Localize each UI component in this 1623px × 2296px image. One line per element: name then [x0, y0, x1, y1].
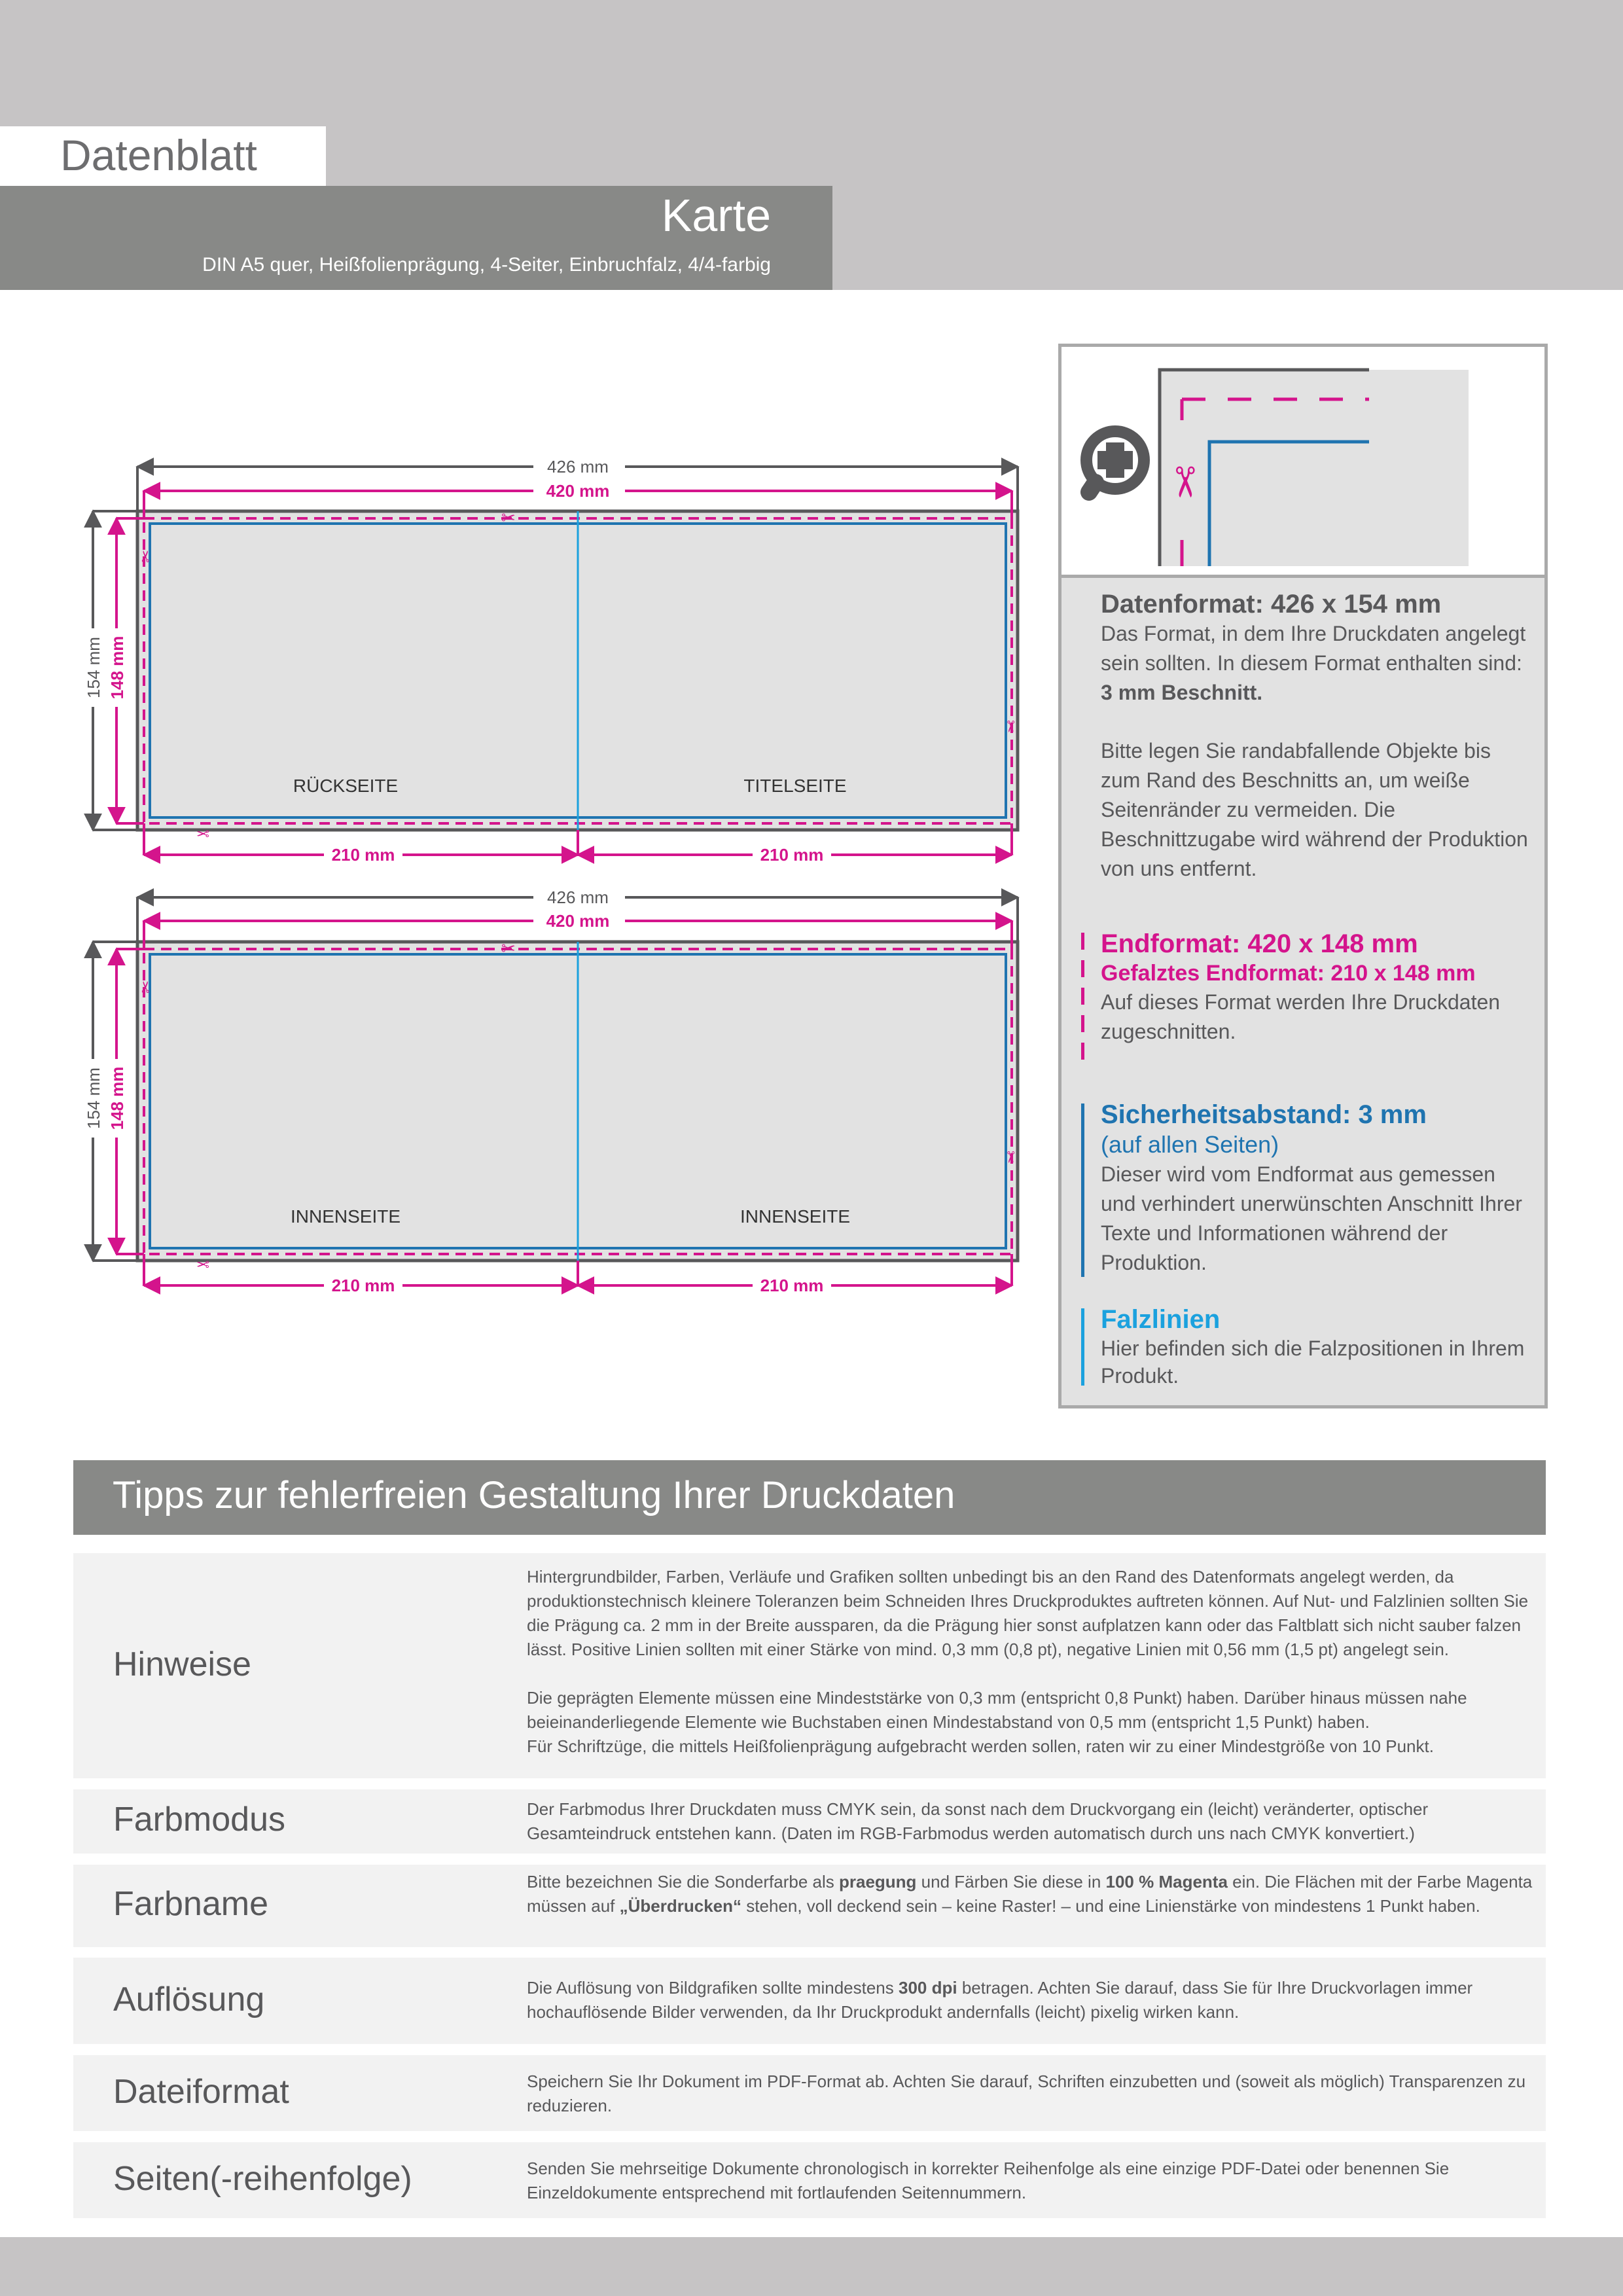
aufloesung-bold-1: 300 dpi — [899, 1978, 957, 1998]
dim-148-label: 148 mm — [107, 1066, 127, 1130]
tips-row-dateiformat — [73, 2055, 1546, 2131]
datenformat-text-1-bold: 3 mm Beschnitt. — [1101, 681, 1263, 704]
hinweise-p1: Hintergrundbilder, Farben, Verläufe und Grafiken sollten unbedingt bis an den Rand des Datenformats angelegt werden, da produktionstechnisch kleinere Toleranzen beim Schneiden Ihres Druckproduktes auftreten können. Auf Nut- und Falzlinien sollten Sie die Prägung ca. 2 mm in der Breite aussparen, da die Prägung hier sonst aufplatzen kann oder das Faltblatt sich nicht sauber falzen lässt. Positive Linien sollten mit einer Stärke von mind. 0,3 mm (0,8 pt), negative Linien mit 0,56 mm (1,5 pt) angelegt sein. — [527, 1567, 1529, 1659]
section-datenformat — [1101, 589, 1533, 884]
farbname-text-1: Bitte bezeichnen Sie die Sonderfarbe als — [527, 1872, 839, 1892]
panel-label-title: TITELSEITE — [743, 776, 847, 796]
dim-210-left-label: 210 mm — [331, 845, 395, 864]
hinweise-p2: Die geprägten Elemente müssen eine Mindeststärke von 0,3 mm (entspricht 0,8 Punkt) haben. Darüber hinaus müssen nahe beieinanderliegende Elemente wie Buchstaben einen Mindestabstand von 0,5 mm (entspricht 1,5 Punkt) haben. — [527, 1688, 1467, 1732]
section-sicherheitsabstand — [1101, 1100, 1533, 1278]
tips-row-hinweise — [73, 1553, 1546, 1778]
farbname-bold-2: 100 % Magenta — [1105, 1872, 1228, 1892]
scissors-icon: ✂ — [137, 980, 155, 994]
farbname-bold-1: praegung — [838, 1872, 917, 1892]
datenformat-title: Datenformat: 426 x 154 mm — [1101, 590, 1442, 619]
datenformat-text-1-plain: Das Format, in dem Ihre Druckdaten angelegt sein sollten. In diesem Format enthalten sind: — [1101, 622, 1526, 675]
endformat-text: Auf dieses Format werden Ihre Druckdaten zugeschnitten. — [1101, 990, 1501, 1043]
fold-line-legend-mark — [1081, 1308, 1084, 1386]
row-text — [527, 1565, 1535, 1759]
scissors-icon: ✂ — [1001, 1151, 1019, 1164]
farbname-text-3: ein. Die Flächen mit der Farbe Magenta müssen auf — [527, 1872, 1533, 1916]
section-endformat — [1101, 929, 1533, 1047]
farbname-bold-3: „Überdrucken“ — [619, 1896, 742, 1916]
sicherheitsabstand-title: Sicherheitsabstand: 3 mm — [1101, 1100, 1427, 1129]
dim-148-label: 148 mm — [107, 636, 127, 700]
product-name: Karte — [661, 190, 771, 241]
row-text — [527, 1976, 1535, 2024]
row-label: Dateiformat — [113, 2073, 289, 2111]
safety-line-legend-mark — [1081, 1103, 1084, 1277]
dim-420-label: 420 mm — [546, 911, 610, 931]
zoom-detail-view — [1061, 347, 1544, 578]
tips-row-farbname — [73, 1865, 1546, 1947]
row-label: Farbname — [113, 1885, 268, 1923]
trim-line-legend-mark — [1081, 933, 1084, 1064]
endformat-subtitle: Gefalztes Endformat: 210 x 148 mm — [1101, 961, 1476, 986]
row-text: Senden Sie mehrseitige Dokumente chronologisch in korrekter Reihenfolge als eine einzige PDF-Datei oder benennen Sie Einzeldokumente entsprechend mit fortlaufenden Seitennummern. — [527, 2159, 1450, 2202]
product-spec: DIN A5 quer, Heißfolienprägung, 4-Seiter, Einbruchfalz, 4/4-farbig — [202, 254, 771, 276]
layout-diagram-1 — [0, 393, 1060, 864]
panel-label-back: RÜCKSEITE — [293, 776, 399, 796]
aufloesung-text-2: betragen. Achten Sie darauf, dass Sie für Ihre Druckvorlagen immer hochauflösende Bilder verwenden, da Ihr Druckprodukt andernfalls (leicht) pixelig wirken kann. — [527, 1978, 1473, 2022]
tips-heading: Tipps zur fehlerfreien Gestaltung Ihrer Druckdaten — [113, 1474, 955, 1516]
dim-426-label: 426 mm — [547, 888, 609, 907]
panel-label-inside-right: INNENSEITE — [740, 1206, 851, 1227]
row-label: Farbmodus — [113, 1801, 285, 1839]
diagram-2-group — [82, 888, 1019, 1295]
row-label: Seiten(-reihenfolge) — [113, 2160, 412, 2198]
section-falzlinien — [1101, 1304, 1533, 1390]
hinweise-p3: Für Schriftzüge, die mittels Heißfolienprägung aufgebracht werden sollen, raten wir zu einer Mindestgröße von 10 Punkt. — [527, 1736, 1434, 1756]
dim-210-right-label: 210 mm — [760, 845, 824, 864]
zoom-detail-graphic — [1061, 347, 1544, 575]
falzlinien-text: Hier befinden sich die Falzpositionen in Ihrem Produkt. — [1101, 1336, 1525, 1388]
row-text: Speichern Sie Ihr Dokument im PDF-Format ab. Achten Sie darauf, Schriften einzubetten und (soweit als möglich) Transparenzen zu reduzieren. — [527, 2072, 1526, 2115]
doc-title: Datenblatt — [60, 131, 257, 179]
tips-row-aufloesung — [73, 1958, 1546, 2044]
doc-title-box — [0, 126, 326, 186]
scissors-icon: ✂ — [501, 939, 516, 958]
scissors-icon: ✂ — [1001, 720, 1019, 734]
tips-row-seitenreihenfolge — [73, 2142, 1546, 2218]
dim-420-label: 420 mm — [546, 481, 610, 501]
farbname-text-4: stehen, voll deckend sein – keine Raster! – und eine Linienstärke von mindestens 1 Punkt haben. — [741, 1896, 1480, 1916]
scissors-icon: ✂ — [501, 508, 516, 528]
layout-diagram-2 — [0, 877, 1060, 1322]
dim-154-label: 154 mm — [84, 1067, 103, 1129]
product-bar — [0, 186, 832, 290]
dim-210-right-label: 210 mm — [760, 1276, 824, 1295]
farbname-text-2: und Färben Sie diese in — [916, 1872, 1106, 1892]
scissors-icon: ✂ — [196, 1255, 209, 1272]
falzlinien-title: Falzlinien — [1101, 1305, 1221, 1334]
legend-panel — [1058, 344, 1548, 1408]
tips-row-farbmodus — [73, 1789, 1546, 1854]
row-text — [527, 1870, 1535, 1918]
dim-210-left-label: 210 mm — [331, 1276, 395, 1295]
row-label: Auflösung — [113, 1981, 265, 2018]
diagram-1-group — [82, 457, 1019, 864]
scissors-icon: ✂ — [1161, 465, 1208, 500]
datenformat-text-1 — [1101, 619, 1533, 708]
aufloesung-text-1: Die Auflösung von Bildgrafiken sollte mindestens — [527, 1978, 899, 1998]
dim-154-label: 154 mm — [84, 637, 103, 698]
dim-426-label: 426 mm — [547, 457, 609, 476]
scissors-icon: ✂ — [196, 824, 209, 842]
row-label: Hinweise — [113, 1645, 251, 1683]
panel-label-inside-left: INNENSEITE — [290, 1206, 401, 1227]
sicherheitsabstand-subtitle: (auf allen Seiten) — [1101, 1131, 1279, 1158]
tips-heading-bar — [73, 1460, 1546, 1535]
sicherheitsabstand-text: Dieser wird vom Endformat aus gemessen und verhindert unerwünschten Anschnitt Ihrer Texte und Informationen während der Produktion. — [1101, 1162, 1522, 1274]
row-text: Der Farbmodus Ihrer Druckdaten muss CMYK sein, da sonst nach dem Druckvorgang ein (leicht) veränderter, optischer Gesamteindruck entstehen kann. (Daten im RGB-Farbmodus werden automatisch durch uns nach CMYK konvertiert.) — [527, 1799, 1429, 1843]
footer-band — [0, 2237, 1623, 2296]
endformat-title: Endformat: 420 x 148 mm — [1101, 929, 1418, 958]
scissors-icon: ✂ — [137, 549, 155, 563]
datenformat-text-2: Bitte legen Sie randabfallende Objekte bis zum Rand des Beschnitts an, um weiße Seitenränder zu vermeiden. Die Beschnittzugabe wird während der Produktion von uns entfernt. — [1101, 739, 1528, 880]
magnifier-plus-icon — [1086, 431, 1144, 492]
